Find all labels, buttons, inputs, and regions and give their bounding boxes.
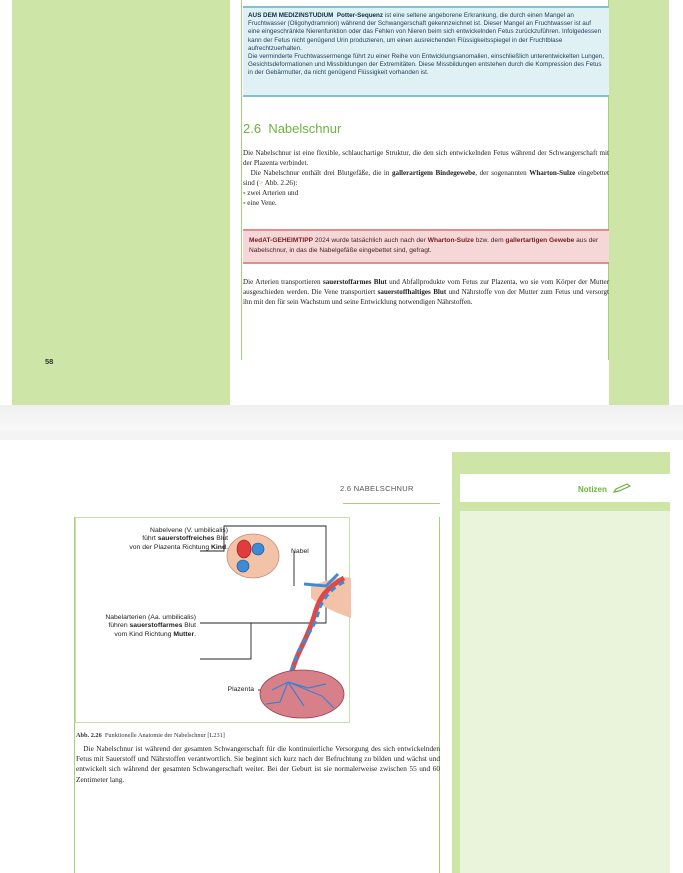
bullet-icon: ▪ [243, 189, 246, 197]
paragraph-intro [243, 148, 609, 208]
arterie-cross-section [252, 543, 264, 555]
figure-umbilical-cord [75, 517, 350, 723]
page2-paragraph-text: Die Nabelschnur ist während der gesamten Schwangerschaft für die kontinuierliche Versorgung des sich entwickelnden Fetus mit Sauerstoff und Nährstoffen verantwortlich. Sie beginnt sich kurz nach der Befruchtung zu bilden und wächst und entwickelt sich während der gesamten Schwangerschaft weiter. Bei der Geburt ist sie normalerweise zwischen 55 und 60 Zentimeter lang. [76, 744, 440, 784]
infobox-term: Potter-Sequenz [336, 12, 384, 19]
label-plazenta: Plazenta [227, 686, 254, 693]
arrow-icon: > [258, 179, 263, 187]
label-vene-line2b: sauerstoffreiches [157, 535, 215, 543]
placenta-shape [260, 670, 344, 718]
paragraph-vessels [243, 277, 609, 307]
medat-tip-box [243, 229, 609, 264]
bullet-icon: ▪ [243, 199, 246, 207]
section-title: Nabelschnur [268, 121, 342, 136]
para3-e: und Nährstoffe von der Mutter zum Fetus und versorgt ihn mit den für sein Wachstum und seine Entwicklung notwendigen Nährstoffen. [243, 288, 610, 306]
para2-b: gallerartigem Bindegewebe [391, 169, 476, 177]
infobox-text-a: ist eine seltene angeborene Erkrankung, die durch einen Mangel an Fruchtwasser (Oligohydramnion) während der Schwangerschaft gekennzeichnet ist. Dieser Mangel an Fruchtwasser ist auf eine eingeschränkte Nierenfunktion oder das Fehlen von Nieren beim sich entwickelnden Fetus zurückzuführen. Infolgedessen kann der Fetus nicht genügend Urin produzieren, um einen ausreichenden Flüssigkeitsspiegel in der Fruchtblase aufrechtzuerhalten. [248, 12, 602, 52]
para2-d: Wharton-Sulze [529, 169, 576, 177]
para3-c: und Abfallprodukte vom Fetus zur Plazenta, wo sie vom Körper der Mutter ausgeschieden werden. Die Vene transportiert [243, 278, 610, 296]
page2-paragraph [76, 744, 440, 785]
label-arterien-line2b: sauerstoffarmes [129, 622, 183, 630]
tip-text-c: aus der Nabelschnur, in das die Nabelgefäße eingebettet sind, gefragt. [249, 237, 599, 254]
list-item: eine Vene. [247, 199, 277, 207]
para2-c: , der sogenannten [475, 169, 530, 177]
list-item: zwei Arterien und [247, 189, 299, 197]
para3-b: sauerstoffarmes Blut [322, 278, 387, 286]
tip-term-1: Wharton-Sulze [427, 237, 474, 244]
section-heading [243, 121, 341, 136]
label-vene-line2a: führt [142, 535, 158, 543]
label-arterien-line2a: führen [108, 622, 130, 630]
page1-right-margin-band [609, 0, 669, 405]
figure-reference-link[interactable]: Abb. 2.26 [264, 179, 293, 187]
infobox-text-b: Die verminderte Fruchtwassermenge führt zu einer Reihe von Entwicklungsanomalien, einschließlich unterentwickelten Lungen, Gesichtsdeformationen und Missbildungen der Extremitäten. Diese Missbildungen entstehen durch die Kompression des Fetus in der Gebärmutter, da nicht genügend Flüssigkeit vorhanden ist. [248, 53, 604, 77]
cord-cross-section [227, 534, 279, 578]
para2-e: eingebettet sind ( [243, 169, 609, 187]
label-arterien-line3a: vom Kind Richtung [114, 630, 174, 638]
tip-term-2: gallertartigen Gewebe [505, 237, 575, 244]
pencil-icon [612, 483, 632, 493]
caption-text: Funktionelle Anatomie der Nabelschnur [L231] [104, 732, 225, 739]
para2-f: ): [292, 179, 298, 187]
page-gap [0, 430, 683, 440]
notes-separator [460, 503, 670, 511]
label-vene-line3a: von der Plazenta Richtung [129, 543, 211, 551]
label-arterien-line3c: . [194, 630, 196, 638]
running-head: 2.6 NABELSCHNUR [340, 484, 414, 493]
tip-text-a: 2024 wurde tatsächlich auch nach der [313, 237, 428, 244]
label-vene-line3c: . [226, 543, 228, 551]
notes-title [578, 483, 632, 494]
label-arterien-line3b: Mutter [173, 630, 195, 638]
tip-label: MedAT-GEHEIMTIPP [249, 237, 313, 244]
page-number: 58 [45, 357, 54, 366]
para3-d: sauerstoffhaltiges Blut [377, 288, 447, 296]
notes-header [460, 474, 670, 502]
caption-label: Abb. 2.26 [76, 732, 102, 739]
arterie-cross-section [237, 560, 249, 572]
para3-a: Die Arterien transportieren [243, 278, 323, 286]
paragraph-intro-text: Die Nabelschnur ist eine flexible, schlauchartige Struktur, die den sich entwickelnden Fetus während der Schwangerschaft mit der Plazenta verbindet. [243, 149, 609, 167]
label-vene-line1: Nabelvene (V. umbilicalis) [150, 527, 228, 534]
infobox-label: AUS DEM MEDIZINSTUDIUM [248, 12, 334, 19]
label-vene-line2c: Blut [214, 535, 228, 543]
label-nabelarterien [78, 614, 196, 639]
tip-text-b: bzw. dem [473, 237, 506, 244]
label-nabelvene [78, 527, 228, 552]
page1-left-margin-band [12, 0, 230, 405]
section-number: 2.6 [243, 121, 262, 136]
label-arterien-line1: Nabelarterien (Aa. umbilicalis) [105, 614, 196, 621]
label-vene-line3b: Kind [211, 543, 227, 551]
para2-a: Die Nabelschnur enthält drei Blutgefäße, die in [250, 169, 392, 177]
figure-caption [76, 732, 225, 739]
notes-area[interactable] [460, 511, 670, 873]
label-arterien-line2c: Blut [182, 622, 196, 630]
label-nabel: Nabel [291, 548, 309, 555]
notes-title-text: Notizen [578, 485, 607, 494]
medizinstudium-infobox [243, 6, 609, 97]
running-head-rule [343, 503, 440, 504]
vene-cross-section [237, 540, 251, 558]
